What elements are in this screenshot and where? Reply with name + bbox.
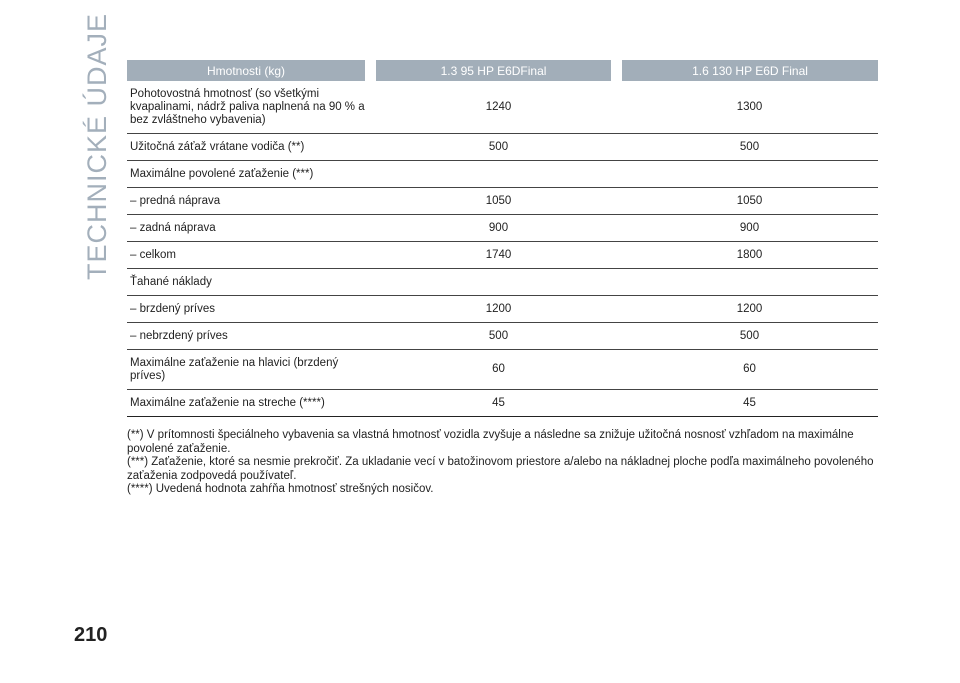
table-row: [127, 323, 878, 350]
table-row: [127, 242, 878, 269]
row-label: Ťahané náklady: [127, 269, 376, 296]
footnote-triple-star: (***) Zaťaženie, ktoré sa nesmie prekročiť. Za ukladanie vecí v batožinovom priestore a/alebo na nákladnej ploche podľa maximálneho povoleného zaťaženia zodpovedá používateľ.: [127, 456, 874, 482]
footnotes: [127, 429, 878, 497]
row-value-1-3: [376, 269, 622, 296]
header-engine-1-6: 1.6 130 HP E6D Final: [622, 60, 878, 81]
row-value-1-6: [622, 161, 878, 188]
row-value-1-3: 500: [376, 134, 622, 161]
row-value-1-6: 45: [622, 390, 878, 417]
row-value-1-6: 1800: [622, 242, 878, 269]
table-row: [127, 296, 878, 323]
row-label: – zadná náprava: [127, 215, 376, 242]
row-value-1-3: 500: [376, 323, 622, 350]
row-label: Užitočná záťaž vrátane vodiča (**): [127, 134, 376, 161]
row-value-1-3: 1740: [376, 242, 622, 269]
row-label: – predná náprava: [127, 188, 376, 215]
section-title-text: TECHNICKÉ ÚDAJE: [82, 12, 113, 280]
row-value-1-6: 500: [622, 323, 878, 350]
row-label: Pohotovostná hmotnosť (so všetkými kvapalinami, nádrž paliva naplnená na 90 % a bez zvláštneho vybavenia): [127, 81, 376, 134]
row-value-1-6: 1300: [622, 81, 878, 134]
row-value-1-6: 900: [622, 215, 878, 242]
row-value-1-3: 1050: [376, 188, 622, 215]
table-row: [127, 81, 878, 134]
page-number: 210: [74, 624, 108, 646]
header-engine-1-3: 1.3 95 HP E6DFinal: [376, 60, 622, 81]
row-label: – nebrzdený príves: [127, 323, 376, 350]
table-row: [127, 350, 878, 390]
weights-table: [127, 60, 878, 417]
row-label: – celkom: [127, 242, 376, 269]
row-value-1-6: 1200: [622, 296, 878, 323]
row-label: Maximálne zaťaženie na streche (****): [127, 390, 376, 417]
row-value-1-3: 1200: [376, 296, 622, 323]
row-label: Maximálne zaťaženie na hlavici (brzdený príves): [127, 350, 376, 390]
table-row: [127, 215, 878, 242]
row-label: – brzdený príves: [127, 296, 376, 323]
footnote-quad-star: (****) Uvedená hodnota zahŕňa hmotnosť strešných nosičov.: [127, 483, 434, 496]
table-row: [127, 188, 878, 215]
row-label: Maximálne povolené zaťaženie (***): [127, 161, 376, 188]
row-value-1-6: [622, 269, 878, 296]
section-side-title: [78, 12, 118, 280]
table-row: [127, 134, 878, 161]
row-value-1-6: 500: [622, 134, 878, 161]
table-header-row: [127, 60, 878, 81]
table-row: [127, 161, 878, 188]
row-value-1-3: 45: [376, 390, 622, 417]
row-value-1-3: 60: [376, 350, 622, 390]
row-value-1-3: 1240: [376, 81, 622, 134]
row-value-1-6: 1050: [622, 188, 878, 215]
table-row: [127, 390, 878, 417]
table-row: [127, 269, 878, 296]
row-value-1-3: 900: [376, 215, 622, 242]
header-weights: Hmotnosti (kg): [127, 60, 376, 81]
footnote-double-star: (**) V prítomnosti špeciálneho vybavenia sa vlastná hmotnosť vozidla zvyšuje a následne sa znižuje užitočná nosnosť vzhľadom na maximálne povolené zaťaženie.: [127, 429, 854, 455]
row-value-1-6: 60: [622, 350, 878, 390]
row-value-1-3: [376, 161, 622, 188]
